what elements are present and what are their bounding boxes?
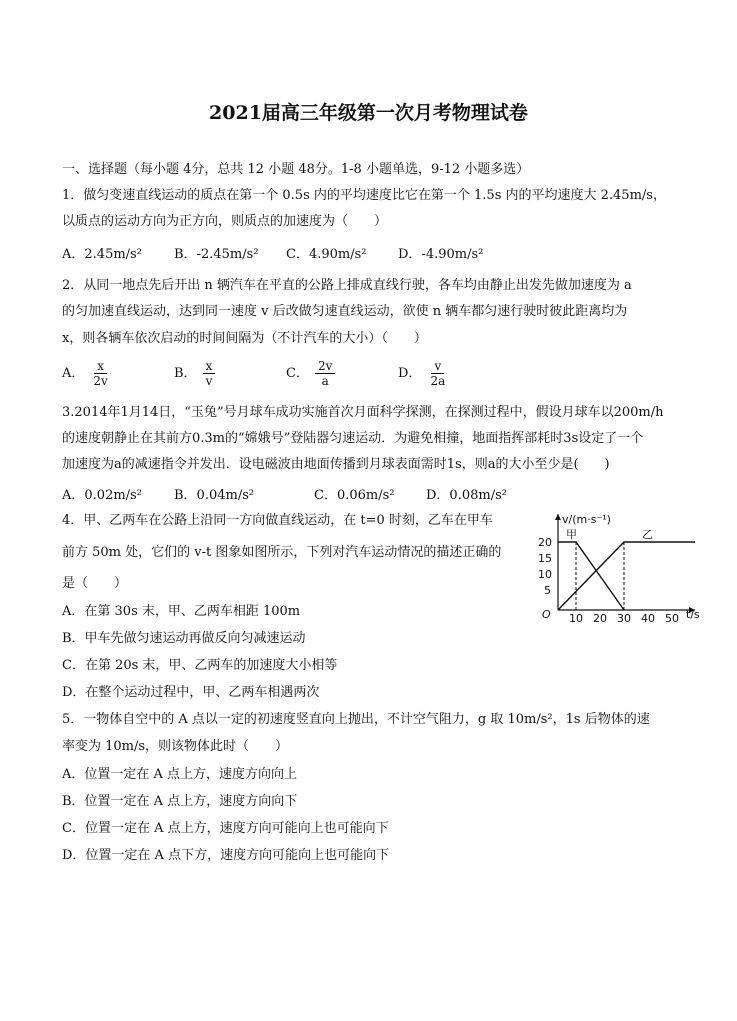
q2-option-a-fraction xyxy=(90,359,110,388)
q4-option-a: A．在第 30s 末，甲、乙两车相距 100m xyxy=(62,604,301,619)
q3-text-line-3: 加速度为a的减速指令并发出．设电磁波由地面传播到月球表面需时1s，则a的大小至少是( ) xyxy=(62,457,610,472)
q5-option-b: B．位置一定在 A 点上方，速度方向向下 xyxy=(62,794,298,809)
q2-text-line-1: 2．从同一地点先后开出 n 辆汽车在平直的公路上排成直线行驶，各车均由静止出发先做加速度为 a xyxy=(62,278,632,293)
q4-text-line-1: 4．甲、乙两车在公路上沿同一方向做直线运动，在 t=0 时刻，乙车在甲车 xyxy=(62,513,493,528)
q2-option-a xyxy=(62,359,111,388)
numerator: x xyxy=(94,359,107,374)
numerator: v xyxy=(431,359,444,374)
q2-option-c xyxy=(286,359,335,388)
vt-graph xyxy=(530,508,700,623)
q5-option-a: A．位置一定在 A 点上方，速度方向向上 xyxy=(62,767,298,782)
q3-option-d: D．0.08m/s² xyxy=(426,488,507,503)
q3-option-b: B．0.04m/s² xyxy=(174,488,255,503)
q4-option-b: B．甲车先做匀速运动再做反向匀减速运动 xyxy=(62,631,306,646)
y-axis-label: v/(m·s⁻¹) xyxy=(562,513,611,526)
q3-option-a: A．0.02m/s² xyxy=(62,488,142,503)
q2-option-b xyxy=(174,359,215,388)
origin-label: O xyxy=(542,608,551,621)
q1-option-a: A．2.45m/s² xyxy=(62,247,142,262)
q2-option-d-fraction xyxy=(427,359,448,388)
q1-text-line-1: 1．做匀变速直线运动的质点在第一个 0.5s 内的平均速度比它在第一个 1.5s 内的平均速度大 2.45m/s， xyxy=(62,188,666,203)
q2-option-c-fraction xyxy=(315,359,335,388)
q3-text-line-2: 的速度朝静止在其前方0.3m的“嫦娥号”登陆器匀速运动．为避免相撞，地面指挥部耗时3s设定了一个 xyxy=(62,431,644,446)
q3-text-line-1: 3.2014年1月14日，“玉兔”号月球车成功实施首次月面科学探测，在探测过程中，假设月球车以200m/h xyxy=(62,405,664,420)
q2-text-line-2: 的匀加速直线运动，达到同一速度 v 后改做匀速直线运动，欲使 n 辆车都匀速行驶时彼此距离均为 xyxy=(62,304,628,319)
numerator: 2v xyxy=(315,359,335,374)
y-axis-arrow xyxy=(555,514,561,520)
q2-option-d-label: D． xyxy=(398,366,422,381)
q5-text-line-1: 5．一物体自空中的 A 点以一定的初速度竖直向上抛出，不计空气阻力，g 取 10m/s²，1s 后物体的速 xyxy=(62,712,650,727)
denominator: v xyxy=(205,374,213,388)
x-tick-30: 30 xyxy=(617,612,631,623)
denominator: a xyxy=(321,374,329,388)
x-tick-40: 40 xyxy=(641,612,655,623)
x-axis-label: t/s xyxy=(686,608,700,621)
y-tick-10: 10 xyxy=(538,568,552,581)
denominator: 2a xyxy=(430,374,446,388)
q1-option-d: D．-4.90m/s² xyxy=(398,247,484,262)
q4-option-c: C．在第 20s 末，甲、乙两车的加速度大小相等 xyxy=(62,658,338,673)
denominator: 2v xyxy=(93,374,108,388)
q5-text-line-2: 率变为 10m/s，则该物体此时（ ） xyxy=(62,739,289,754)
y-tick-20: 20 xyxy=(538,536,552,549)
yi-label: 乙 xyxy=(642,528,653,541)
x-tick-20: 20 xyxy=(593,612,607,623)
page-title: 2021届高三年级第一次月考物理试卷 xyxy=(209,102,528,124)
q5-option-c: C．位置一定在 A 点上方，速度方向可能向上也可能向下 xyxy=(62,821,389,836)
q2-option-b-fraction xyxy=(203,359,216,388)
q2-option-d xyxy=(398,359,448,388)
q2-option-b-label: B． xyxy=(174,366,197,381)
y-tick-5: 5 xyxy=(544,584,551,597)
q2-text-line-3: x，则各辆车依次启动的时间间隔为（不计汽车的大小）（ ） xyxy=(62,331,427,346)
numerator: x xyxy=(203,359,216,374)
section-heading: 一、选择题（每小题 4分，总共 12 小题 48分。1-8 小题单选，9-12 小题多选） xyxy=(62,162,530,177)
yi-line xyxy=(558,542,695,610)
q3-option-c: C．0.06m/s² xyxy=(314,488,395,503)
x-tick-50: 50 xyxy=(665,612,679,623)
q1-option-c: C．4.90m/s² xyxy=(286,247,367,262)
q1-text-line-2: 以质点的运动方向为正方向，则质点的加速度为（ ） xyxy=(62,214,388,229)
x-tick-10: 10 xyxy=(569,612,583,623)
q4-option-d: D．在整个运动过程中，甲、乙两车相遇两次 xyxy=(62,685,320,700)
q2-option-a-label: A． xyxy=(62,366,85,381)
y-tick-15: 15 xyxy=(538,552,552,565)
q5-option-d: D．位置一定在 A 点下方，速度方向可能向上也可能向下 xyxy=(62,848,390,863)
q2-option-c-label: C． xyxy=(286,366,309,381)
q4-text-line-2: 前方 50m 处，它们的 v-t 图象如图所示，下列对汽车运动情况的描述正确的 xyxy=(62,545,502,560)
q1-option-b: B．-2.45m/s² xyxy=(174,247,259,262)
q4-text-line-3: 是（ ） xyxy=(62,576,128,591)
jia-label: 甲 xyxy=(566,528,577,541)
